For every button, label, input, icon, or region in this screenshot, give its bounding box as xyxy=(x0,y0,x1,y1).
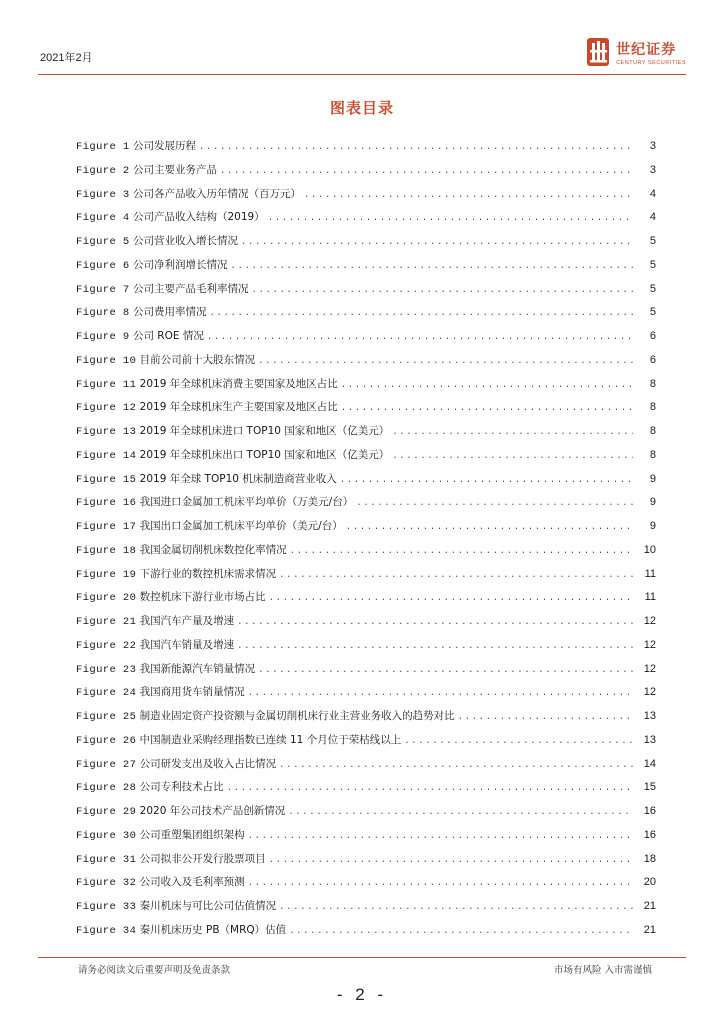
toc-leader-dots xyxy=(290,546,633,556)
toc-figure-title: 公司主要业务产品 xyxy=(132,163,217,176)
toc-entry-label xyxy=(76,376,338,391)
toc-entry[interactable] xyxy=(76,661,656,685)
toc-entry[interactable] xyxy=(76,874,656,898)
toc-entry-label xyxy=(76,304,206,319)
toc-entry-label xyxy=(76,542,287,557)
toc-leader-dots xyxy=(289,926,633,936)
toc-leader-dots xyxy=(230,261,633,271)
toc-figure-number: Figure 6 xyxy=(76,259,130,272)
toc-entry[interactable] xyxy=(76,304,656,328)
brand-logo xyxy=(586,34,686,70)
toc-entry-label xyxy=(76,518,343,533)
toc-figure-title: 中国制造业采购经理指数已连续 11 个月位于荣枯线以上 xyxy=(139,733,402,746)
footer-disclaimer: 请务必阅读文后重要声明及免责条款 xyxy=(78,965,231,976)
toc-figure-title: 公司重塑集团组织架构 xyxy=(139,828,245,841)
toc-page-number: 6 xyxy=(649,353,656,366)
toc-leader-dots xyxy=(251,285,633,295)
toc-figure-number: Figure 31 xyxy=(76,853,137,866)
toc-figure-number: Figure 8 xyxy=(76,307,130,320)
toc-page-number: 16 xyxy=(643,828,656,841)
toc-figure-title: 公司营业收入增长情况 xyxy=(132,235,238,247)
toc-entry-label xyxy=(76,399,338,414)
toc-entry[interactable] xyxy=(76,542,656,566)
toc-entry[interactable] xyxy=(76,471,656,495)
toc-figure-number: Figure 27 xyxy=(76,758,137,771)
toc-figure-title: 公司费用率情况 xyxy=(132,306,207,319)
toc-figure-number: Figure 30 xyxy=(76,829,137,842)
toc-page-number: 13 xyxy=(643,733,656,746)
toc-entry[interactable] xyxy=(76,779,656,803)
toc-entry[interactable] xyxy=(76,589,656,613)
toc-entry-label xyxy=(76,756,276,771)
toc-leader-dots xyxy=(392,427,633,437)
toc-figure-title: 我国新能源汽车销量情况 xyxy=(139,662,256,675)
toc-entry-label xyxy=(76,732,401,747)
toc-figure-title: 公司主要产品毛利率情况 xyxy=(132,282,249,295)
toc-page-number: 12 xyxy=(643,662,656,675)
toc-figure-title: 我国汽车销量及增速 xyxy=(139,638,235,651)
toc-page-number: 6 xyxy=(649,330,656,342)
toc-page-number: 21 xyxy=(643,900,656,912)
toc-entry[interactable] xyxy=(76,827,656,851)
toc-figure-number: Figure 15 xyxy=(76,473,137,486)
toc-leader-dots xyxy=(269,855,633,865)
toc-figure-number: Figure 4 xyxy=(76,212,130,225)
toc-page-number: 9 xyxy=(649,496,656,509)
toc-leader-dots xyxy=(207,332,633,342)
toc-figure-number: Figure 12 xyxy=(76,402,137,415)
toc-leader-dots xyxy=(269,593,633,603)
toc-figure-number: Figure 9 xyxy=(76,331,130,343)
toc-leader-dots xyxy=(356,498,633,508)
toc-figure-title: 公司 ROE 情况 xyxy=(132,330,204,342)
toc-figure-number: Figure 34 xyxy=(76,924,137,937)
footer-divider xyxy=(38,957,686,958)
toc-page-number: 18 xyxy=(643,852,656,865)
toc-entry-label xyxy=(76,589,266,604)
toc-figure-number: Figure 13 xyxy=(76,426,137,438)
toc-figure-title: 我国汽车产量及增速 xyxy=(139,615,235,627)
toc-figure-title: 我国商用货车销量情况 xyxy=(139,686,245,699)
toc-page-number: 3 xyxy=(649,140,656,152)
toc-entry-label xyxy=(76,233,238,248)
toc-entry-label xyxy=(76,566,276,581)
logo-chinese-name: 世纪证券 xyxy=(616,41,677,58)
toc-entry-label xyxy=(76,827,245,842)
toc-page-number: 10 xyxy=(643,543,656,556)
toc-leader-dots xyxy=(340,475,633,485)
toc-entry-label xyxy=(76,803,285,818)
toc-figure-title: 公司收入及毛利率预测 xyxy=(139,876,245,889)
toc-figure-title: 2020 年公司技术产品创新情况 xyxy=(139,805,286,817)
toc-entry-label xyxy=(76,613,234,628)
toc-entry[interactable] xyxy=(76,209,656,233)
toc-page-number: 4 xyxy=(649,211,656,224)
toc-figure-title: 数控机床下游行业市场占比 xyxy=(139,591,266,604)
toc-entry[interactable] xyxy=(76,803,656,827)
toc-entry[interactable] xyxy=(76,447,656,471)
toc-entry-label xyxy=(76,874,245,889)
toc-leader-dots xyxy=(248,831,633,841)
toc-figure-title: 我国出口金属加工机床平均单价（美元/台） xyxy=(139,520,343,532)
toc-figure-title: 制造业固定资产投资额与金属切削机床行业主营业务收入的趋势对比 xyxy=(139,710,455,722)
toc-figure-number: Figure 16 xyxy=(76,497,137,510)
toc-figure-number: Figure 33 xyxy=(76,901,137,913)
header-divider xyxy=(38,74,686,75)
toc-page-number: 4 xyxy=(649,187,656,200)
table-of-figures xyxy=(76,138,656,946)
toc-entry-label xyxy=(76,684,245,699)
toc-figure-title: 2019 年全球机床生产主要国家及地区占比 xyxy=(139,401,338,414)
toc-page-number: 12 xyxy=(643,686,656,699)
toc-entry[interactable] xyxy=(76,708,656,732)
toc-entry-label xyxy=(76,494,353,509)
toc-entry-label xyxy=(76,257,227,272)
toc-leader-dots xyxy=(304,190,633,200)
toc-leader-dots xyxy=(288,807,633,817)
toc-entry-label xyxy=(76,209,265,224)
toc-figure-number: Figure 26 xyxy=(76,734,137,747)
toc-leader-dots xyxy=(220,166,633,176)
toc-entry[interactable] xyxy=(76,518,656,542)
toc-page-number: 5 xyxy=(649,235,656,247)
toc-figure-number: Figure 1 xyxy=(76,141,130,153)
toc-figure-title: 公司研发支出及收入占比情况 xyxy=(139,757,277,770)
toc-entry[interactable] xyxy=(76,162,656,186)
toc-page-number: 9 xyxy=(649,520,656,532)
page-title: 图表目录 xyxy=(329,99,394,117)
toc-page-number: 12 xyxy=(643,615,656,627)
logo-english-name: CENTURY SECURITIES xyxy=(616,59,686,66)
toc-leader-dots xyxy=(199,142,633,152)
toc-leader-dots xyxy=(404,736,633,746)
toc-leader-dots xyxy=(341,380,633,390)
toc-entry[interactable] xyxy=(76,898,656,922)
toc-figure-title: 2019 年全球机床消费主要国家及地区占比 xyxy=(139,377,338,390)
toc-figure-number: Figure 7 xyxy=(76,283,130,296)
toc-figure-number: Figure 19 xyxy=(76,568,137,581)
toc-leader-dots xyxy=(248,688,633,698)
toc-figure-number: Figure 25 xyxy=(76,711,137,723)
toc-figure-number: Figure 14 xyxy=(76,449,137,462)
toc-figure-number: Figure 18 xyxy=(76,544,137,557)
toc-figure-title: 下游行业的数控机床需求情况 xyxy=(139,567,277,580)
toc-entry[interactable] xyxy=(76,566,656,590)
toc-leader-dots xyxy=(227,783,633,793)
toc-leader-dots xyxy=(341,403,633,413)
toc-entry-label xyxy=(76,281,248,296)
toc-page-number: 9 xyxy=(649,472,656,485)
toc-page-number: 5 xyxy=(649,258,656,271)
toc-leader-dots xyxy=(268,213,633,223)
toc-entry-label xyxy=(76,328,204,343)
toc-entry-label xyxy=(76,471,337,486)
toc-figure-title: 秦川机床历史 PB（MRQ）估值 xyxy=(139,923,287,936)
toc-leader-dots xyxy=(392,451,633,461)
toc-figure-number: Figure 5 xyxy=(76,236,130,248)
toc-page-number: 5 xyxy=(649,282,656,295)
toc-figure-number: Figure 21 xyxy=(76,616,137,628)
logo-emblem-icon xyxy=(586,38,610,66)
toc-figure-number: Figure 28 xyxy=(76,782,137,795)
toc-figure-title: 公司拟非公开发行股票项目 xyxy=(139,852,266,865)
toc-entry[interactable] xyxy=(76,494,656,518)
toc-leader-dots xyxy=(346,522,633,532)
toc-figure-title: 公司净利润增长情况 xyxy=(132,258,228,271)
toc-page-number: 8 xyxy=(649,425,656,437)
toc-figure-number: Figure 22 xyxy=(76,639,137,652)
toc-entry[interactable] xyxy=(76,637,656,661)
toc-figure-title: 2019 年全球机床进口 TOP10 国家和地区（亿美元） xyxy=(139,425,390,437)
toc-figure-number: Figure 20 xyxy=(76,592,137,605)
toc-figure-number: Figure 23 xyxy=(76,663,137,676)
toc-entry[interactable] xyxy=(76,281,656,305)
toc-leader-dots xyxy=(209,308,633,318)
toc-entry-label xyxy=(76,186,301,201)
page-header xyxy=(38,30,686,72)
toc-entry-label xyxy=(76,138,196,153)
toc-page-number: 3 xyxy=(649,163,656,176)
toc-page-number: 11 xyxy=(644,591,656,604)
toc-page-number: 20 xyxy=(643,876,656,889)
toc-figure-title: 2019 年全球 TOP10 机床制造商营业收入 xyxy=(139,472,337,485)
toc-leader-dots xyxy=(258,665,633,675)
toc-entry[interactable] xyxy=(76,376,656,400)
toc-entry-label xyxy=(76,637,234,652)
toc-entry[interactable] xyxy=(76,328,656,352)
toc-page-number: 14 xyxy=(643,757,656,770)
toc-leader-dots xyxy=(241,237,633,247)
toc-entry[interactable] xyxy=(76,851,656,875)
toc-leader-dots xyxy=(279,570,633,580)
page-number: - 2 - xyxy=(336,985,388,1004)
toc-entry-label xyxy=(76,162,217,177)
toc-entry[interactable] xyxy=(76,756,656,780)
toc-figure-title: 公司各产品收入历年情况（百万元） xyxy=(132,187,301,200)
toc-entry[interactable] xyxy=(76,732,656,756)
toc-entry[interactable] xyxy=(76,233,656,257)
toc-page-number: 5 xyxy=(649,306,656,319)
toc-page-number: 8 xyxy=(649,377,656,390)
toc-leader-dots xyxy=(237,641,633,651)
toc-page-number: 11 xyxy=(644,567,656,580)
toc-figure-number: Figure 29 xyxy=(76,806,137,818)
toc-entry-label xyxy=(76,708,455,723)
toc-leader-dots xyxy=(248,878,633,888)
toc-page-number: 8 xyxy=(649,448,656,461)
toc-entry-label xyxy=(76,423,389,438)
toc-figure-title: 秦川机床与可比公司估值情况 xyxy=(139,900,277,912)
toc-figure-title: 我国金属切削机床数控化率情况 xyxy=(139,543,287,556)
toc-page-number: 15 xyxy=(643,781,656,794)
toc-figure-title: 目前公司前十大股东情况 xyxy=(139,353,256,366)
toc-page-number: 8 xyxy=(649,401,656,414)
toc-entry-label xyxy=(76,922,286,937)
toc-entry[interactable] xyxy=(76,399,656,423)
toc-entry-label xyxy=(76,851,266,866)
toc-figure-number: Figure 17 xyxy=(76,521,137,533)
toc-page-number: 13 xyxy=(643,710,656,722)
toc-figure-title: 公司产品收入结构（2019） xyxy=(132,211,265,224)
toc-entry[interactable] xyxy=(76,922,656,946)
toc-entry[interactable] xyxy=(76,613,656,637)
toc-figure-title: 公司专利技术占比 xyxy=(139,781,224,794)
toc-entry[interactable] xyxy=(76,352,656,376)
toc-page-number: 16 xyxy=(643,805,656,817)
toc-figure-title: 我国进口金属加工机床平均单价（万美元/台） xyxy=(139,496,354,509)
toc-entry-label xyxy=(76,352,255,367)
toc-figure-number: Figure 24 xyxy=(76,687,137,700)
toc-leader-dots xyxy=(458,712,633,722)
report-date: 2021年2月 xyxy=(40,52,93,64)
toc-entry-label xyxy=(76,447,389,462)
toc-leader-dots xyxy=(258,356,633,366)
toc-leader-dots xyxy=(237,617,633,627)
footer-risk-notice: 市场有风险 入市需谨慎 xyxy=(553,965,652,976)
toc-page-number: 12 xyxy=(643,638,656,651)
toc-figure-title: 2019 年全球机床出口 TOP10 国家和地区（亿美元） xyxy=(139,448,390,461)
toc-entry[interactable] xyxy=(76,423,656,447)
toc-entry-label xyxy=(76,898,276,913)
toc-figure-number: Figure 2 xyxy=(76,164,130,177)
toc-figure-number: Figure 32 xyxy=(76,877,137,890)
toc-entry-label xyxy=(76,779,224,794)
toc-entry[interactable] xyxy=(76,684,656,708)
toc-page-number: 21 xyxy=(643,923,656,936)
toc-entry-label xyxy=(76,661,255,676)
toc-entry[interactable] xyxy=(76,138,656,162)
toc-leader-dots xyxy=(279,760,633,770)
toc-leader-dots xyxy=(279,902,633,912)
toc-figure-number: Figure 10 xyxy=(76,354,137,367)
toc-entry[interactable] xyxy=(76,257,656,281)
toc-figure-number: Figure 3 xyxy=(76,188,130,201)
toc-entry[interactable] xyxy=(76,186,656,210)
toc-figure-title: 公司发展历程 xyxy=(132,140,196,152)
toc-figure-number: Figure 11 xyxy=(76,378,137,391)
